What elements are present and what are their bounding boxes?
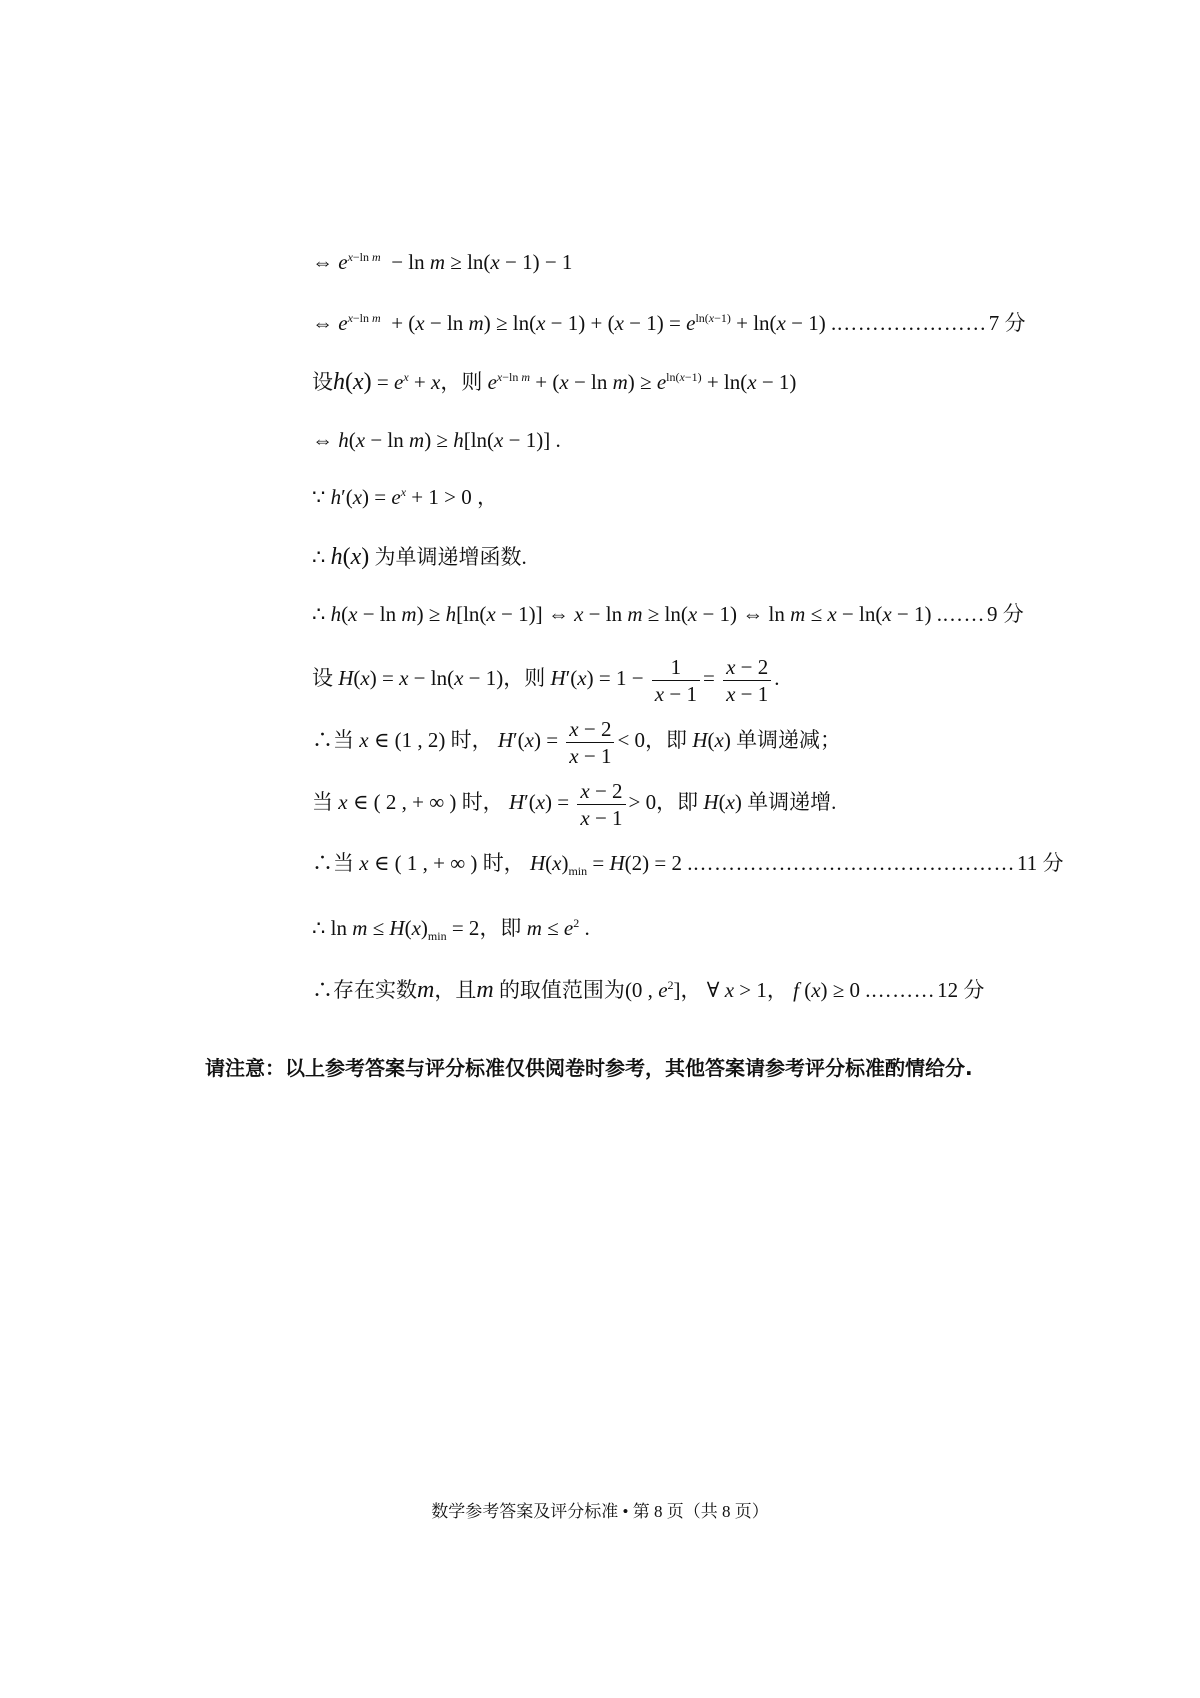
fraction: $\frac{1}{x - 1}$ <box>652 654 700 707</box>
page-footer: 数学参考答案及评分标准 • 第 8 页（共 8 页） <box>431 1502 769 1521</box>
step-line-5: ∵ $h'(x) = e^x + 1 > 0$ ， <box>312 485 498 509</box>
step-line-2: ⇔ $e^{x-ln m} + (x - \ln m) \ge \ln(x - 1) + (x - 1) = e^{ln(x-1)} + \ln(x - 1)$ .…………………7 分 <box>312 311 1026 335</box>
step-line-3: 设$h(x) = e^x + x$，则 $e^{x-ln m} + (x - \ln m) \ge e^{ln(x-1)} + \ln(x - 1)$ <box>312 369 797 395</box>
step-line-7: ∴ h(x − ln m) ≥ h[ln(x − 1)] ⇔ x − ln m ≥ ln(x − 1) ⇔ ln m ≤ x − ln(x − 1) .……9 分 <box>312 602 1024 626</box>
score-12: 12 分 <box>937 978 985 1002</box>
step-line-13: ∴存在实数m，且m 的取值范围为(0 , $e^2$]， ∀ x > 1， f (x) ≥ 0 .………12 分 <box>312 977 985 1003</box>
score-7: 7 分 <box>988 311 1026 335</box>
fraction: $\frac{x - 2}{x - 1}$ <box>723 654 771 707</box>
fraction: $\frac{x - 2}{x - 1}$ <box>566 716 614 769</box>
step-line-12: ∴ $\ln m \le H(x)_{min} = 2$，即 $m \le e^2$ . <box>312 916 590 944</box>
step-line-11: ∴当 x ∈ ( 1 , + ∞ ) 时， $H(x)_{min} = H(2) = 2$ .………………………………………11 分 <box>312 851 1064 879</box>
step-line-1: ⇔ $e^{x-ln m} - \ln m \ge \ln(x - 1) - 1$ <box>312 250 573 274</box>
step-line-10: 当 x ∈ ( 2 , + ∞ ) 时， H′(x) = $\frac{x - 2}{x - 1}$ > 0，即 H(x) 单调递增. <box>312 778 837 830</box>
step-line-8: 设 H(x) = x − ln(x − 1)，则 H′(x) = 1 − $\frac{1}{x - 1}$ = $\frac{x - 2}{x - 1}$ . <box>312 654 780 706</box>
score-11: 11 分 <box>1016 851 1064 875</box>
step-line-6: ∴ h(x) 为单调递增函数. <box>312 544 527 570</box>
grading-note: 请注意：以上参考答案与评分标准仅供阅卷时参考，其他答案请参考评分标准酌情给分. <box>205 1056 973 1080</box>
score-9: 9 分 <box>987 602 1024 626</box>
fraction: $\frac{x - 2}{x - 1}$ <box>577 778 625 831</box>
step-line-9: ∴当 x ∈ (1 , 2) 时， H′(x) = $\frac{x - 2}{x - 1}$ < 0，即 H(x) 单调递减； <box>312 716 842 768</box>
step-line-4: ⇔ h(x − ln m) ≥ h[ln(x − 1)] . <box>312 428 561 452</box>
